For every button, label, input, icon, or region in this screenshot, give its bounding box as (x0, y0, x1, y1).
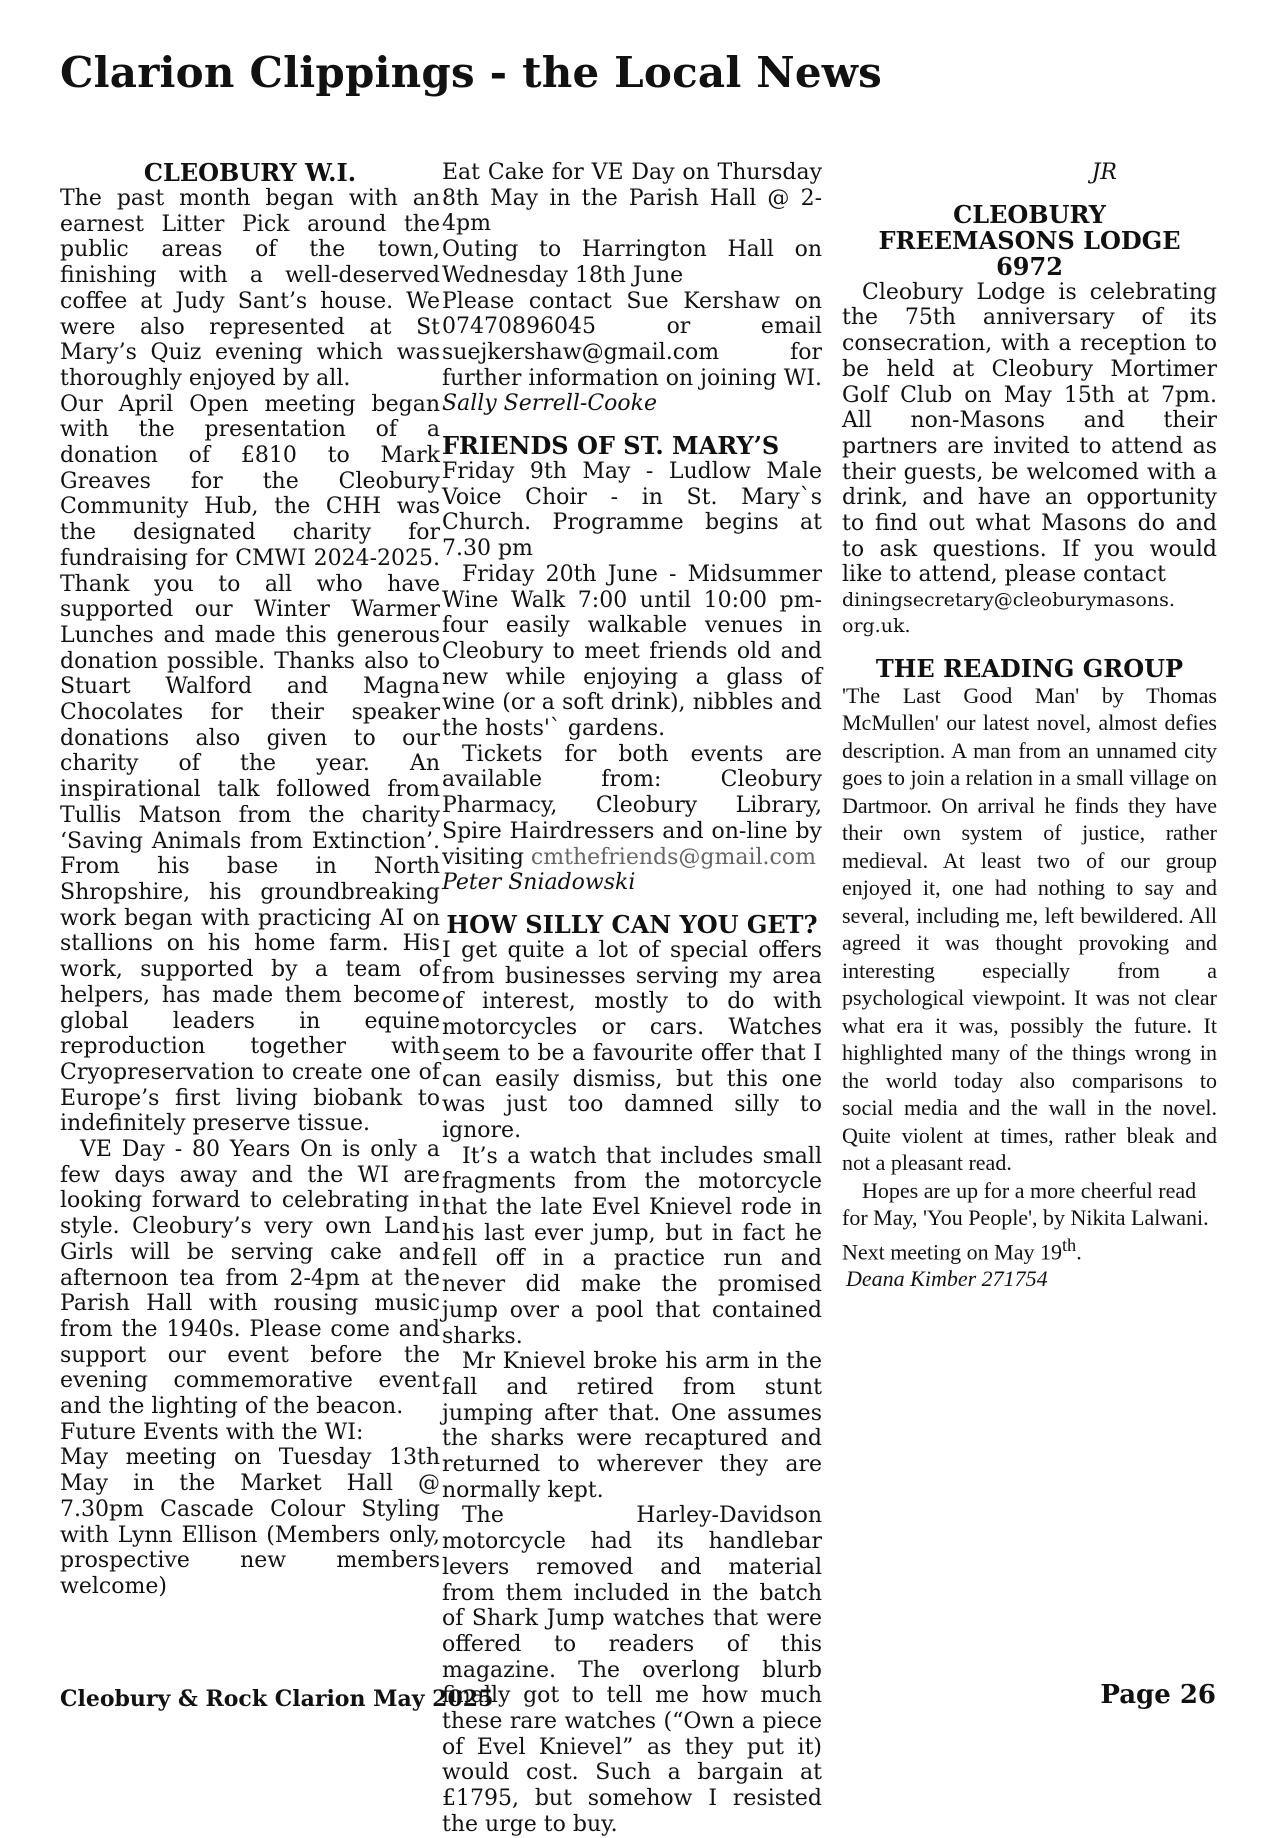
friends-author: Peter Sniadowski (442, 870, 636, 896)
silly-author-initials: JR (1091, 160, 1117, 185)
wi-paragraph: Our April Open meeting began with the presentation of a donation of £810 to Mark Greaves for the Cleobury Community Hub, the CHH was the designated charity for fundraising for CMWI 2024-2025. Thank you to all who have supported our Winter Warmer Lunches and made this generous donation possible. Thanks also to Stuart Walford and Magna Chocolates for their speaker donations also given to our charity of the year. An inspirational talk followed from Tullis Matson from the charity ‘Saving Animals from Extinction’. From his base in North Shropshire, his groundbreaking work began with practicing AI on stallions on his home farm. His work, supported by a team of helpers, has made them become global leaders in equine reproduction together with Cryopreservation to create one of Europe’s first living biobank to indefinitely preserve tissue. (60, 391, 440, 1137)
silly-author (842, 160, 1217, 186)
masons-heading-line-1: CLEOBURY (953, 199, 1106, 229)
silly-paragraph: It’s a watch that includes small fragments from the motorcycle that the late Evel Knievel rode in his last ever jump, but in fact he fell off in a practice run and never did make the promised jump over a pool that contained sharks. (442, 1143, 822, 1349)
reading-next-text: Hopes are up for a more cheerful read for May, 'You People', by Nikita Lalwani. Next meeting on May 19 (842, 1177, 1209, 1264)
masons-heading-line-2: FREEMASONS LODGE (878, 225, 1181, 255)
masons-email-line-1[interactable]: diningsecretary@cleoburymasons. (842, 589, 1175, 612)
footer-page-number: Page 26 (1100, 1680, 1216, 1710)
wi-paragraph: Eat Cake for VE Day on Thursday 8th May in the Parish Hall @ 2-4pm (442, 160, 822, 237)
column-3 (842, 160, 1217, 1293)
friends-tickets-text: Tickets for both events are available from: Cleobury Pharmacy, Cleobury Library, Spire Hairdressers and on-line by visiting (442, 741, 822, 870)
wi-author: Sally Serrell-Cooke (442, 391, 658, 417)
footer-publication: Cleobury & Rock Clarion May 2025 (60, 1686, 494, 1712)
reading-superscript: th (1061, 1234, 1077, 1255)
reading-end: . (1076, 1238, 1082, 1264)
friends-paragraph: Friday 20th June - Midsummer Wine Walk 7:00 until 10:00 pm- four easily walkable venues in Cleobury to meet friends old and new while enjoying a glass of wine (or a soft drink), nibbles and the hosts'` gardens. (442, 561, 822, 742)
reading-paragraph (842, 1177, 1217, 1266)
silly-paragraph: I get quite a lot of special offers from businesses serving my area of interest, mostly to do with motorcycles or cars. Watches seem to be a favourite offer that I can easily dismiss, but this one was just too damned silly to ignore. (442, 937, 822, 1143)
silly-heading: HOW SILLY CAN YOU GET? (446, 909, 818, 939)
page-title: Clarion Clippings - the Local News (60, 48, 883, 97)
reading-paragraph: 'The Last Good Man' by Thomas McMullen' our latest novel, almost defies description. A man from an unnamed city goes to join a relation in a small village on Dartmoor. On arrival he finds they have their own system of justice, rather medieval. At least two of our group enjoyed it, one had nothing to say and several, including me, left bewildered. All agreed it was thought provoking and interesting especially from a psychological viewpoint. It was not clear what era it was, possibly the future. It highlighted many of the things wrong in the world today also comparisons to social media and the wall in the novel. Quite violent at times, rather bleak and not a pleasant read. (842, 682, 1217, 1176)
wi-paragraph: VE Day - 80 Years On is only a few days away and the WI are looking forward to celebrating in style. Cleobury’s very own Land Girls will be serving cake and afternoon tea from 2-4pm at the Parish Hall with rousing music from the 1940s. Please come and support our event before the evening commemorative event and the lighting of the beacon. (60, 1137, 440, 1420)
column-2 (442, 160, 822, 1838)
friends-paragraph: Friday 9th May - Ludlow Male Voice Choir - in St. Mary`s Church. Programme begins at 7.30 pm (442, 459, 822, 562)
wi-paragraph: Please contact Sue Kershaw on 07470896045 or email suejkershaw@gmail.com for further information on joining WI. (442, 288, 822, 391)
wi-heading: CLEOBURY W.I. (143, 158, 357, 187)
silly-paragraph: The Harley-Davidson motorcycle had its handlebar levers removed and material from them included in the batch of Shark Jump watches that were offered to readers of this magazine. The overlong blurb finally got to tell me how much these rare watches (“Own a piece of Evel Knievel” as they put it) would cost. Such a bargain at £1795, but somehow I resisted the urge to buy. (442, 1503, 822, 1837)
friends-heading: FRIENDS OF ST. MARY’S (442, 431, 780, 461)
friends-email-link[interactable]: cmthefriends@gmail.com (530, 844, 816, 870)
reading-heading: THE READING GROUP (875, 653, 1184, 683)
wi-paragraph: Future Events with the WI: (60, 1419, 364, 1445)
masons-paragraph: Cleobury Lodge is celebrating the 75th anniversary of its consecration, with a reception to be held at Cleobury Mortimer Golf Club on May 15th at 7pm. All non-Masons and their partners are invited to attend as their guests, be welcomed with a drink, and have an opportunity to find out what Masons do and to ask questions. If you would like to attend, please contact (842, 279, 1217, 588)
wi-paragraph: The past month began with an earnest Litter Pick around the public areas of the town, finishing with a well-deserved coffee at Judy Sant’s house. We were also represented at St Mary’s Quiz evening which was thoroughly enjoyed by all. (60, 186, 440, 391)
masons-heading-line-3: 6972 (996, 251, 1063, 281)
masons-email-line-2[interactable]: org.uk. (842, 614, 911, 637)
wi-paragraph: May meeting on Tuesday 13th May in the Market Hall @ 7.30pm Cascade Colour Styling with Lynn Ellison (Members only, prospective new members welcome) (60, 1445, 440, 1599)
reading-author: Deana Kimber 271754 (846, 1266, 1048, 1292)
column-1 (60, 160, 440, 1600)
friends-paragraph (442, 742, 822, 871)
wi-paragraph: Outing to Harrington Hall on Wednesday 18th June (442, 237, 822, 288)
silly-paragraph: Mr Knievel broke his arm in the fall and retired from stunt jumping after that. One assumes the sharks were recaptured and returned to wherever they are normally kept. (442, 1349, 822, 1503)
